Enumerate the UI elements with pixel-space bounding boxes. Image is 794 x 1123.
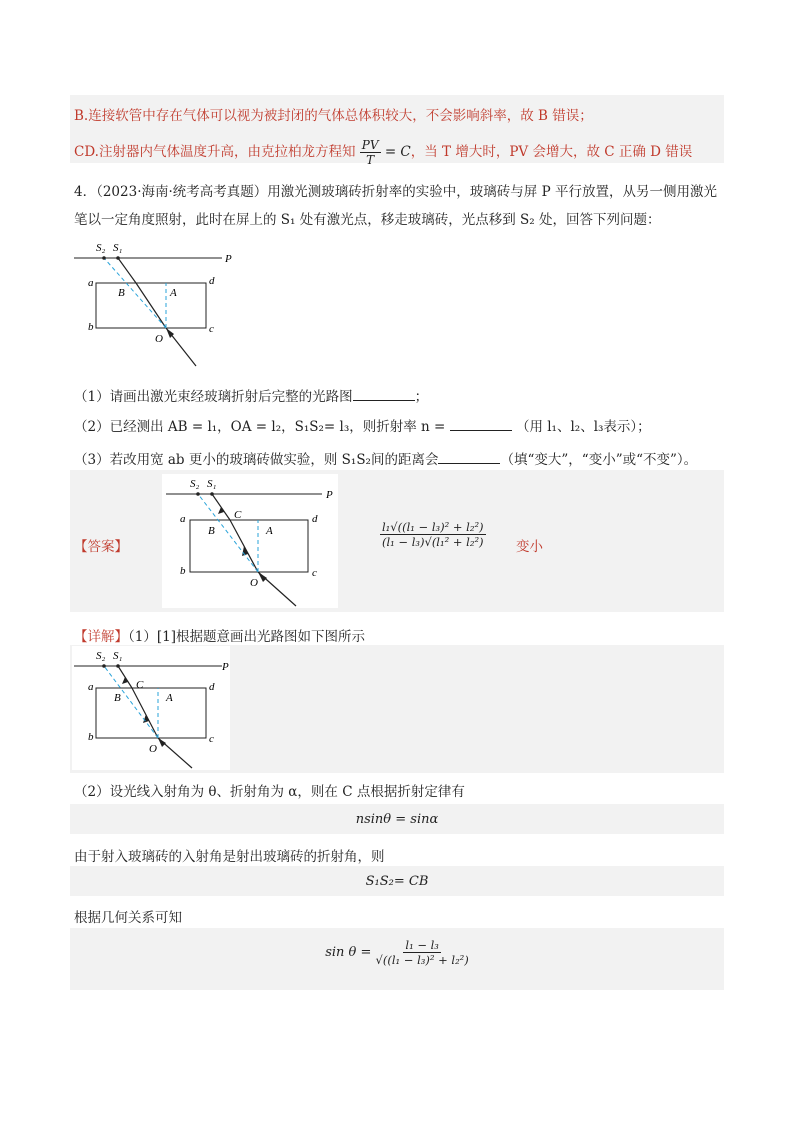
solution-diagram [72,646,230,770]
solution-label-s1: S₁ [113,650,123,662]
solution-label: 【详解】 [74,629,128,645]
sub3-text-post: （填“变大”，“变小”或“不变”）。 [500,452,698,468]
label-p: P [225,253,232,265]
sub-question-1 [74,385,428,405]
solution-label-s2: S₂ [96,650,106,662]
cd-text-post: ，当 T 增大时，PV 会增大，故 C 正确 D 错误 [410,144,693,160]
equation-sin-theta [70,938,724,967]
pv-numerator: PV [361,138,379,152]
label-c: c [209,323,214,335]
sub1-text: （1）请画出激光束经玻璃折射后完整的光路图 [74,389,353,405]
solution-label-C: C [136,679,144,691]
option-b-explanation: B.连接软管中存在气体可以视为被封闭的气体总体积较大，不会影响斜率，故 B 错误； [74,108,593,124]
sub-question-2 [74,415,651,435]
sub2-blank[interactable] [450,418,512,431]
answer-label-p: P [326,489,333,501]
sub2-text-pre: （2）已经测出 AB = l₁，OA = l₂，S₁S₂= l₃，则折射率 n = [74,419,446,435]
sub3-blank[interactable] [438,451,500,464]
answer-label-s2: S₂ [190,478,200,490]
solution-label-p: P [222,661,229,673]
label-A: A [170,287,177,299]
answer-label-C: C [234,509,242,521]
sin-theta-lhs: sin θ = [325,945,372,960]
answer-label-c: c [312,567,317,579]
solution-label-d: d [209,681,215,693]
answer-label-d: d [312,513,318,525]
sub2-text-post: （用 l₁、l₂、l₃表示）； [515,419,651,435]
solution-text-1: 由于射入玻璃砖的入射角是射出玻璃砖的折射角，则 [74,849,385,865]
sub3-text-pre: （3）若改用宽 ab 更小的玻璃砖做实验，则 S₁S₂间的距离会 [74,452,439,468]
question-4-line-2: 笔以一定角度照射，此时在屏上的 S₁ 处有激光点，移走玻璃砖，光点移到 S₂ 处，回答下列问题： [74,212,661,228]
answer-label-O: O [250,577,258,589]
answer-label-s1: S₁ [207,478,217,490]
solution-part-2: （2）设光线入射角为 θ、折射角为 α，则在 C 点根据折射定律有 [74,784,465,800]
label-a: a [88,277,94,289]
label-b: b [88,321,94,333]
cd-equals-c: = C [384,144,411,160]
t-denominator: T [366,153,375,167]
sub1-end: ； [414,389,429,405]
answer-formula-denominator: (l₁ − l₃)√(l₁² + l₂²) [382,535,484,549]
label-B: B [118,287,125,299]
solution-label-b: b [88,731,94,743]
answer-label: 【答案】 [74,539,128,555]
answer-label-A: A [266,525,273,537]
equation-s1s2-cb: S₁S₂= CB [365,874,429,889]
answer-diagram [162,474,338,608]
solution-label-a: a [88,681,94,693]
answer-formula [380,520,486,549]
option-cd-explanation [74,138,692,167]
pv-over-t-fraction [360,138,381,167]
answer-value: 变小 [516,539,543,555]
answer-label-b: b [180,565,186,577]
answer-label-B: B [208,525,215,537]
solution-label-c: c [209,733,214,745]
answer-formula-numerator: l₁√((l₁ − l₃)² + l₂²) [382,520,484,534]
question-4-line-1: 4．（2023·海南·统考高考真题）用激光测玻璃砖折射率的实验中，玻璃砖与屏 P 平行放置，从另一侧用激光 [74,184,717,200]
sin-theta-numerator: l₁ − l₃ [405,938,439,952]
sub1-blank[interactable] [353,388,415,401]
sin-theta-denominator: √((l₁ − l₃)² + l₂²) [375,953,469,967]
solution-label-O: O [149,743,157,755]
question-diagram [72,238,242,368]
solution-text-2: 根据几何关系可知 [74,910,182,926]
cd-text-pre: CD.注射器内气体温度升高，由克拉柏龙方程知 [74,144,356,160]
label-s1: S₁ [113,242,123,254]
solution-label-B: B [114,692,121,704]
solution-part-1 [74,625,365,645]
equation-snell: nsinθ = sinα [355,812,439,827]
label-d: d [209,275,215,287]
answer-label-a: a [180,513,186,525]
solution-label-A: A [166,692,173,704]
solution-part-1-text: （1）[1]根据题意画出光路图如下图所示 [128,629,365,645]
sub-question-3 [74,448,697,468]
label-O: O [155,333,163,345]
label-s2: S₂ [96,242,106,254]
